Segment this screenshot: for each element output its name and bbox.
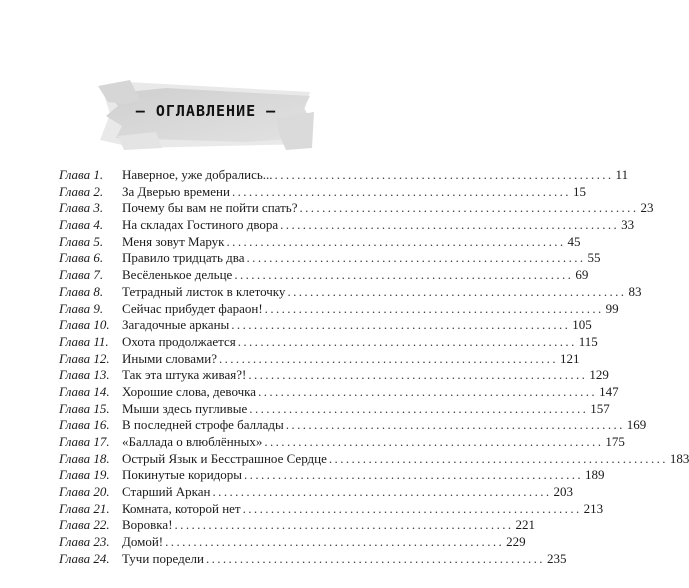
chapter-label: Глава 20. xyxy=(59,484,110,500)
toc-entry xyxy=(59,217,635,234)
chapter-title: Правило тридцать два xyxy=(122,250,245,266)
chapter-label: Глава 10. xyxy=(59,317,110,333)
chapter-label: Глава 15. xyxy=(59,400,110,416)
dot-leader: ............................................................ xyxy=(231,183,571,199)
toc-entry xyxy=(59,500,604,518)
toc-entry xyxy=(59,534,526,551)
chapter-title: Покинутые коридоры xyxy=(122,467,243,483)
chapter-page-number: 69 xyxy=(575,267,589,283)
chapter-title: Загадочные арканы xyxy=(122,317,230,333)
chapter-page-number: 129 xyxy=(589,367,609,383)
toc-entry xyxy=(59,233,581,251)
chapter-title: Домой! xyxy=(122,534,164,550)
chapter-label: Глава 1. xyxy=(59,167,104,182)
chapter-page-number: 23 xyxy=(640,200,654,216)
chapter-title: Весёленькое дельце xyxy=(122,267,233,283)
dot-leader: ............................................................ xyxy=(226,233,566,249)
chapter-label: Глава 11. xyxy=(59,333,109,349)
toc-entry xyxy=(59,434,625,451)
chapter-title: Почему бы вам не пойти спать? xyxy=(122,200,298,216)
chapter-label: Глава 23. xyxy=(59,534,110,550)
toc-entry xyxy=(59,317,592,334)
chapter-label: Глава 18. xyxy=(59,450,110,466)
dot-leader: ............................................................ xyxy=(174,517,514,533)
chapter-page-number: 213 xyxy=(583,500,604,516)
toc-entry xyxy=(59,183,586,201)
toc-entry xyxy=(59,200,654,217)
chapter-label: Глава 6. xyxy=(59,250,104,266)
chapter-label: Глава 14. xyxy=(59,383,110,399)
chapter-label: Глава 8. xyxy=(59,283,104,299)
toc-entry xyxy=(59,267,589,284)
chapter-label: Глава 22. xyxy=(59,517,110,533)
chapter-title: Воровка! xyxy=(122,517,173,533)
chapter-title: Сейчас прибудет фараон! xyxy=(122,300,263,316)
chapter-page-number: 55 xyxy=(587,250,601,266)
chapter-title: Комната, которой нет xyxy=(122,500,241,516)
chapter-page-number: 175 xyxy=(605,434,625,449)
chapter-page-number: 33 xyxy=(621,217,635,233)
dot-leader: ............................................................ xyxy=(212,484,552,500)
toc-entry xyxy=(59,517,536,534)
chapter-label: Глава 9. xyxy=(59,300,104,316)
chapter-page-number: 229 xyxy=(506,534,526,550)
chapter-label: Глава 21. xyxy=(59,500,110,516)
chapter-title: Тучи поредели xyxy=(122,550,204,566)
dot-leader: ............................................................ xyxy=(218,350,558,366)
dot-leader: ............................................................ xyxy=(285,417,625,433)
chapter-title: Старший Аркан xyxy=(122,484,211,500)
toc-entry xyxy=(59,283,642,301)
toc-entry xyxy=(59,450,689,468)
toc-entry xyxy=(59,367,609,384)
chapter-title: Охота продолжается xyxy=(122,333,236,349)
chapter-label: Глава 13. xyxy=(59,367,110,383)
chapter-label: Глава 3. xyxy=(59,200,104,216)
toc-entry xyxy=(59,333,598,351)
toc-entry xyxy=(59,383,619,401)
chapter-title: В последней строфе баллады xyxy=(122,417,284,433)
toc-entry xyxy=(59,467,605,484)
chapter-page-number: 99 xyxy=(605,300,619,316)
chapter-title: Хорошие слова, девочка xyxy=(122,383,257,399)
chapter-page-number: 11 xyxy=(615,167,629,182)
chapter-label: Глава 2. xyxy=(59,183,104,199)
chapter-page-number: 235 xyxy=(546,550,567,566)
toc-entry xyxy=(59,550,567,568)
dot-leader: ............................................................ xyxy=(280,217,620,233)
chapter-page-number: 203 xyxy=(553,484,574,500)
dot-leader: ............................................................ xyxy=(242,500,582,516)
dot-leader: ............................................................ xyxy=(244,467,584,483)
dot-leader: ............................................................ xyxy=(234,267,574,283)
dot-leader: ............................................................ xyxy=(248,367,588,383)
chapter-title: Острый Язык и Бесстрашное Сердце xyxy=(122,450,327,466)
chapter-page-number: 115 xyxy=(578,333,598,349)
chapter-label: Глава 17. xyxy=(59,434,110,449)
chapter-title: Мыши здесь пугливые xyxy=(122,400,248,416)
chapter-label: Глава 19. xyxy=(59,467,110,483)
dot-leader: ............................................................ xyxy=(287,283,627,299)
chapter-title: Иными словами? xyxy=(122,350,217,366)
chapter-page-number: 169 xyxy=(626,417,647,433)
chapter-title: Тетрадный листок в клеточку xyxy=(122,283,286,299)
dot-leader: ............................................................ xyxy=(264,434,604,449)
chapter-label: Глава 5. xyxy=(59,233,104,249)
chapter-label: Глава 7. xyxy=(59,267,104,283)
toc-entry xyxy=(59,484,574,501)
dot-leader: ............................................................ xyxy=(165,534,505,550)
chapter-page-number: 83 xyxy=(628,283,642,299)
chapter-page-number: 105 xyxy=(572,317,592,333)
toc-entry xyxy=(59,250,601,267)
dot-leader: ............................................................ xyxy=(264,300,604,316)
header-banner xyxy=(96,78,316,152)
toc-entry xyxy=(59,400,610,418)
chapter-title: Наверное, уже добрались... xyxy=(122,167,273,182)
dot-leader: ............................................................ xyxy=(205,550,545,566)
chapter-label: Глава 16. xyxy=(59,417,110,433)
chapter-title: Так эта штука живая?! xyxy=(122,367,247,383)
dot-leader: ............................................................ xyxy=(328,450,668,466)
page-title: – ОГЛАВЛЕНИЕ – xyxy=(135,102,277,120)
dot-leader: ............................................................ xyxy=(237,333,577,349)
toc-entry xyxy=(59,350,580,368)
chapter-page-number: 147 xyxy=(599,383,619,399)
chapter-page-number: 157 xyxy=(590,400,610,416)
toc-entry xyxy=(59,417,647,434)
dot-leader: ............................................................ xyxy=(299,200,639,216)
dot-leader: ............................................................ xyxy=(274,167,614,182)
dot-leader: ............................................................ xyxy=(249,400,589,416)
chapter-page-number: 189 xyxy=(585,467,605,483)
chapter-page-number: 121 xyxy=(559,350,580,366)
dot-leader: ............................................................ xyxy=(231,317,571,333)
chapter-label: Глава 24. xyxy=(59,550,110,566)
table-of-contents xyxy=(59,167,689,568)
chapter-title: «Баллада о влюблённых» xyxy=(122,434,263,449)
chapter-page-number: 183 xyxy=(669,450,689,466)
chapter-title: За Дверью времени xyxy=(122,183,230,199)
chapter-page-number: 221 xyxy=(515,517,536,533)
chapter-label: Глава 4. xyxy=(59,217,104,233)
chapter-page-number: 45 xyxy=(567,233,581,249)
chapter-page-number: 15 xyxy=(572,183,586,199)
chapter-label: Глава 12. xyxy=(59,350,110,366)
dot-leader: ............................................................ xyxy=(246,250,586,266)
dot-leader: ............................................................ xyxy=(258,383,598,399)
chapter-title: Меня зовут Марук xyxy=(122,233,225,249)
toc-entry xyxy=(59,300,619,318)
toc-entry xyxy=(59,167,629,184)
chapter-title: На складах Гостиного двора xyxy=(122,217,279,233)
